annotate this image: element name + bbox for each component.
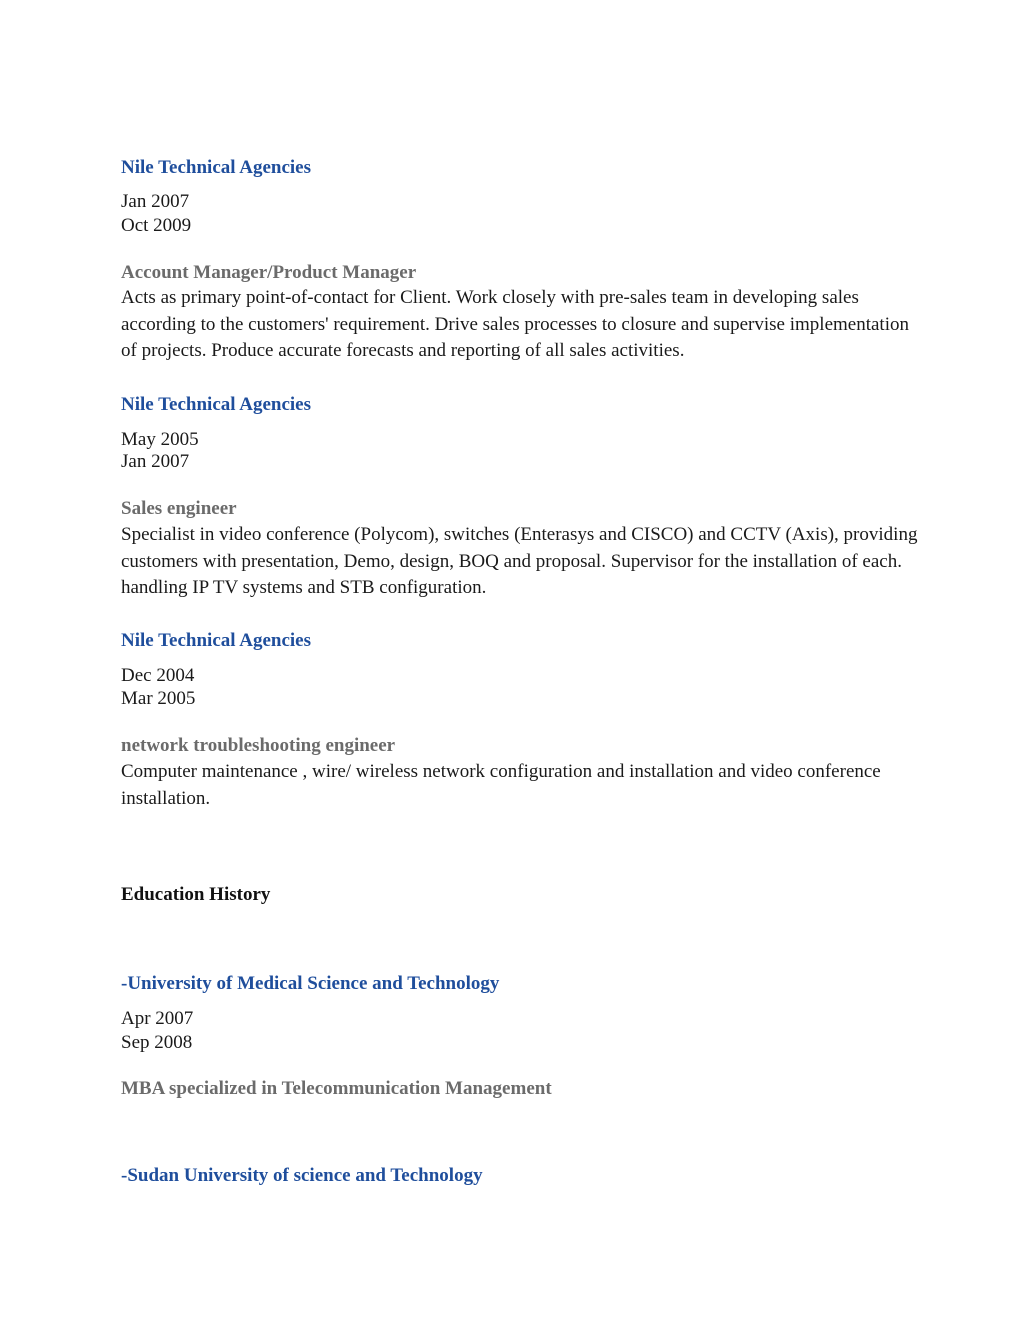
job-title: Account Manager/Product Manager <box>121 262 417 283</box>
job-start-date: Dec 2004 <box>121 665 195 686</box>
education-institution: -Sudan University of science and Technology <box>121 1165 483 1186</box>
education-degree: MBA specialized in Telecommunication Management <box>121 1078 552 1099</box>
job-end-date: Jan 2007 <box>121 451 190 472</box>
job-company: Nile Technical Agencies <box>121 394 311 415</box>
job-end-date: Oct 2009 <box>121 215 192 236</box>
job-description: Specialist in video conference (Polycom), switches (Enterasys and CISCO) and CCTV (Axis), providing customers with presentation, Demo, design, BOQ and proposal. Supervisor for the installation of each. handling IP TV systems and STB configuration. <box>121 524 918 598</box>
job-description: Computer maintenance , wire/ wireless network configuration and installation and video conference installation. <box>121 761 881 809</box>
education-heading: Education History <box>121 884 271 905</box>
job-start-date: May 2005 <box>121 429 199 450</box>
education-start-date: Apr 2007 <box>121 1008 194 1029</box>
job-title: Sales engineer <box>121 498 237 519</box>
education-institution: -University of Medical Science and Technology <box>121 973 500 994</box>
job-company: Nile Technical Agencies <box>121 157 311 178</box>
job-start-date: Jan 2007 <box>121 191 190 212</box>
job-company: Nile Technical Agencies <box>121 630 311 651</box>
job-description: Acts as primary point-of-contact for Client. Work closely with pre-sales team in developing sales according to the customers' requirement. Drive sales processes to closure and supervise implementation of projects. Produce accurate forecasts and reporting of all sales activities. <box>121 287 909 361</box>
job-end-date: Mar 2005 <box>121 688 196 709</box>
education-end-date: Sep 2008 <box>121 1032 193 1053</box>
job-title: network troubleshooting engineer <box>121 735 396 756</box>
